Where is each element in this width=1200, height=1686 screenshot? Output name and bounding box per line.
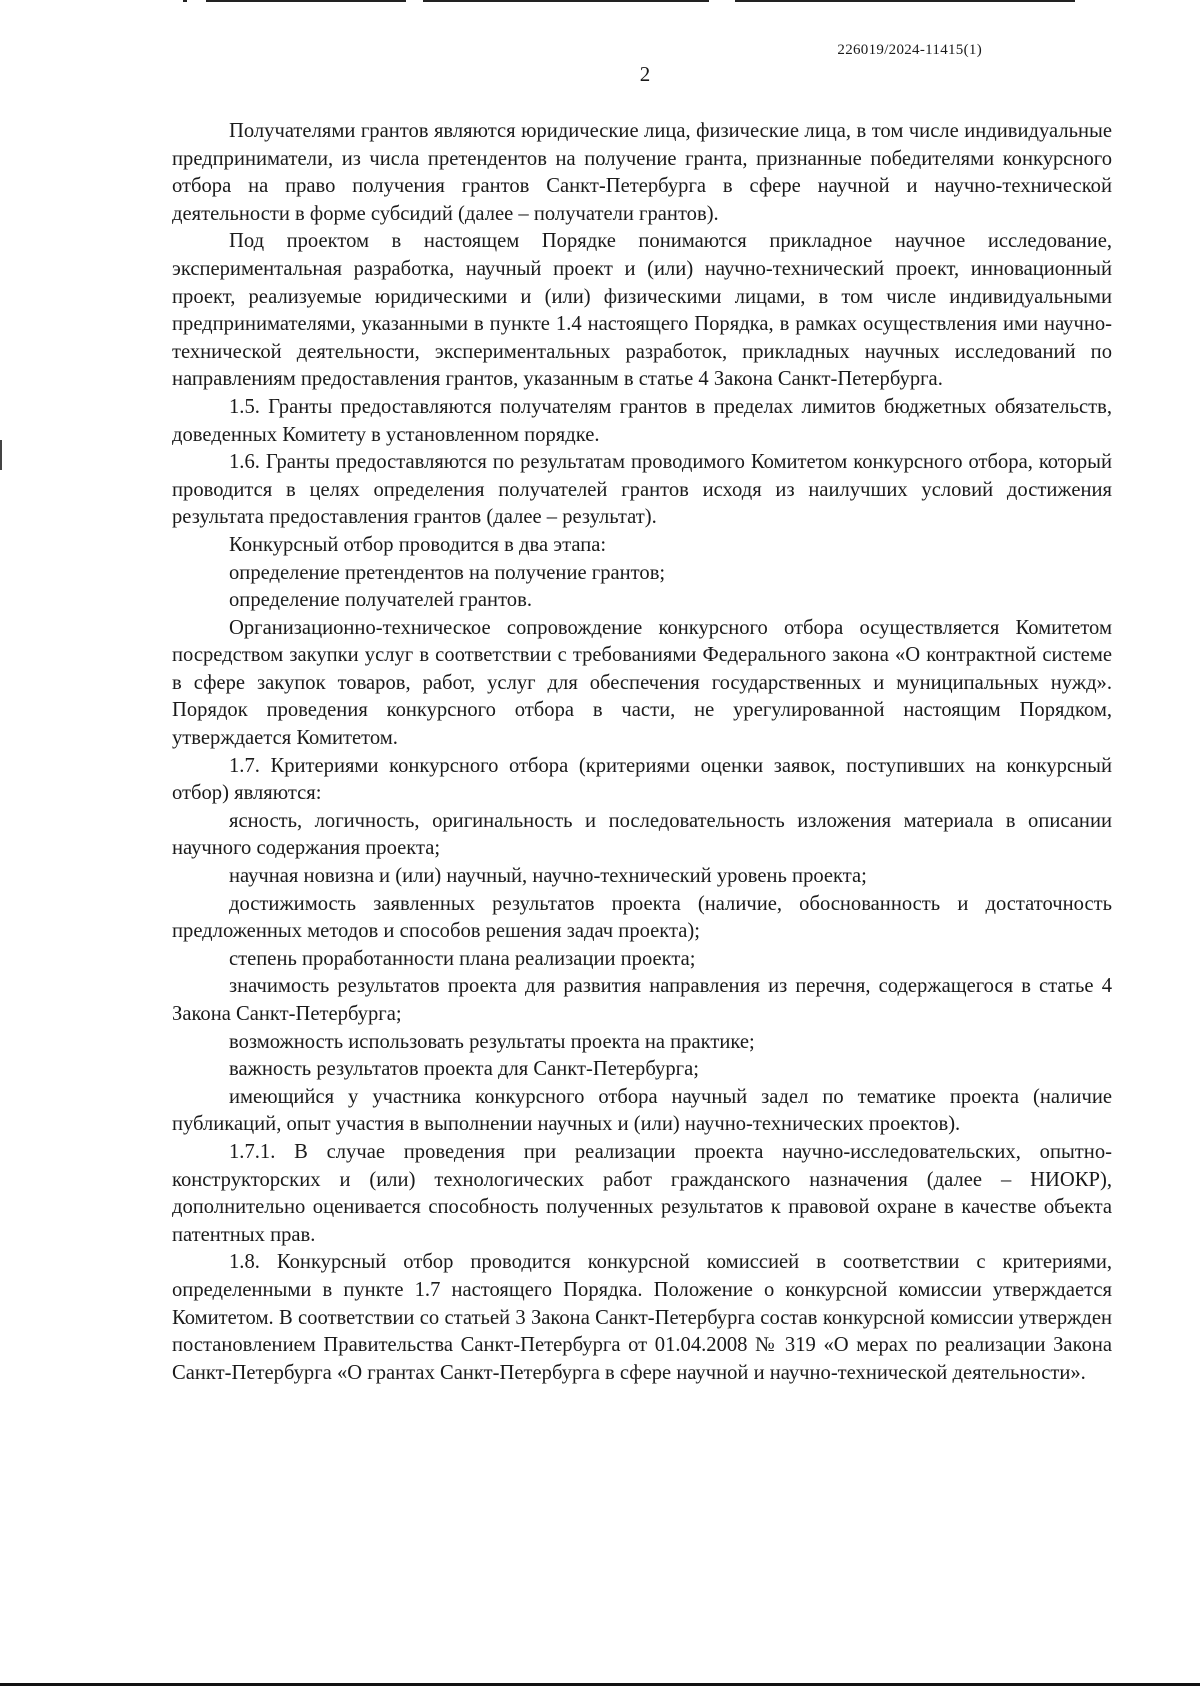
scan-top-rule-3 (423, 0, 709, 2)
paragraph: определение претендентов на получение грантов; (229, 561, 666, 584)
paragraph: важность результатов проекта для Санкт-Петербурга; (229, 1058, 699, 1081)
paragraph: Организационно-техническое сопровождение конкурсного отбора осуществляется Комитетом посредством закупки услуг в соответствии с требованиями Федерального закона «О контрактной системе в сфере закупок товаров, работ, услуг для обеспечения государственных и муниципальных нужд». Порядок проведения конкурсного отбора в части, не урегулированной настоящим Порядком, утверждается Комитетом. (172, 616, 1112, 750)
paragraph: 1.8. Конкурсный отбор проводится конкурсной комиссией в соответствии с критериями, определенными в пункте 1.7 настоящего Порядка. Положение о конкурсной комиссии утверждается Комитетом. В соответствии со статьей 3 Закона Санкт-Петербурга состав конкурсной комиссии утвержден постановлением Правительства Санкт-Петербурга от 01.04.2008 № 319 «О мерах по реализации Закона Санкт-Петербурга «О грантах Санкт-Петербурга в сфере научной и научно-технической деятельности». (172, 1251, 1112, 1384)
paragraph: научная новизна и (или) научный, научно-технический уровень проекта; (229, 865, 867, 888)
paragraph: значимость результатов проекта для развития направления из перечня, содержащегося в статье 4 Закона Санкт-Петербурга; (172, 975, 1112, 1025)
paragraph: Под проектом в настоящем Порядке понимаются прикладное научное исследование, экспериментальная разработка, научный проект и (или) научно-технический проект, инновационный проект, реализуемые юридическими и (или) физическими лицами, в том числе индивидуальными предпринимателями, указанными в пункте 1.4 настоящего Порядка, в рамках осуществления ими научно-технической деятельности, экспериментальных разработок, прикладных научных исследований по направлениям предоставления грантов, указанным в статье 4 Закона Санкт-Петербурга. (172, 230, 1112, 391)
paragraph: ясность, логичность, оригинальность и последовательность изложения материала в описании научного содержания проекта; (172, 809, 1112, 860)
paragraph: Конкурсный отбор проводится в два этапа: (229, 533, 607, 556)
scan-top-rule-2 (206, 0, 406, 2)
paragraph: степень проработанности плана реализации проекта; (229, 947, 696, 970)
paragraph: имеющийся у участника конкурсного отбора научный задел по тематике проекта (наличие публикаций, опыт участия в выполнении научных и (или) научно-технических проектов). (172, 1085, 1112, 1136)
scan-top-rule-4 (735, 0, 1075, 2)
paragraph: достижимость заявленных результатов проекта (наличие, обоснованность и достаточность предложенных методов и способов решения задач проекта); (172, 892, 1112, 943)
scan-top-rule-1 (183, 0, 187, 2)
scan-left-edge-mark (0, 440, 2, 470)
document-body (172, 118, 1112, 1387)
document-registration-number: 226019/2024-11415(1) (837, 42, 982, 58)
paragraph: 1.5. Гранты предоставляются получателям грантов в пределах лимитов бюджетных обязательств, доведенных Комитету в установленном порядке. (172, 395, 1112, 446)
paragraph: 1.7. Критериями конкурсного отбора (критериями оценки заявок, поступивших на конкурсный отбор) являются: (172, 754, 1112, 805)
paragraph: Получателями грантов являются юридические лица, физические лица, в том числе индивидуальные предприниматели, из числа претендентов на получение гранта, признанные победителями конкурсного отбора на право получения грантов Санкт-Петербурга в сфере научной и научно-технической деятельности в форме субсидий (далее – получатели грантов). (172, 120, 1112, 225)
paragraph: 1.7.1. В случае проведения при реализации проекта научно-исследовательских, опытно-конструкторских и (или) технологических работ гражданского назначения (далее – НИОКР), дополнительно оценивается способность полученных результатов к правовой охране в качестве объекта патентных прав. (172, 1140, 1112, 1246)
paragraph: возможность использовать результаты проекта на практике; (229, 1030, 755, 1053)
paragraph: определение получателей грантов. (229, 589, 532, 612)
paragraph: 1.6. Гранты предоставляются по результатам проводимого Комитетом конкурсного отбора, который проводится в целях определения получателей грантов исходя из наилучших условий достижения результата предоставления грантов (далее – результат). (172, 451, 1112, 529)
page-number: 2 (639, 62, 651, 86)
